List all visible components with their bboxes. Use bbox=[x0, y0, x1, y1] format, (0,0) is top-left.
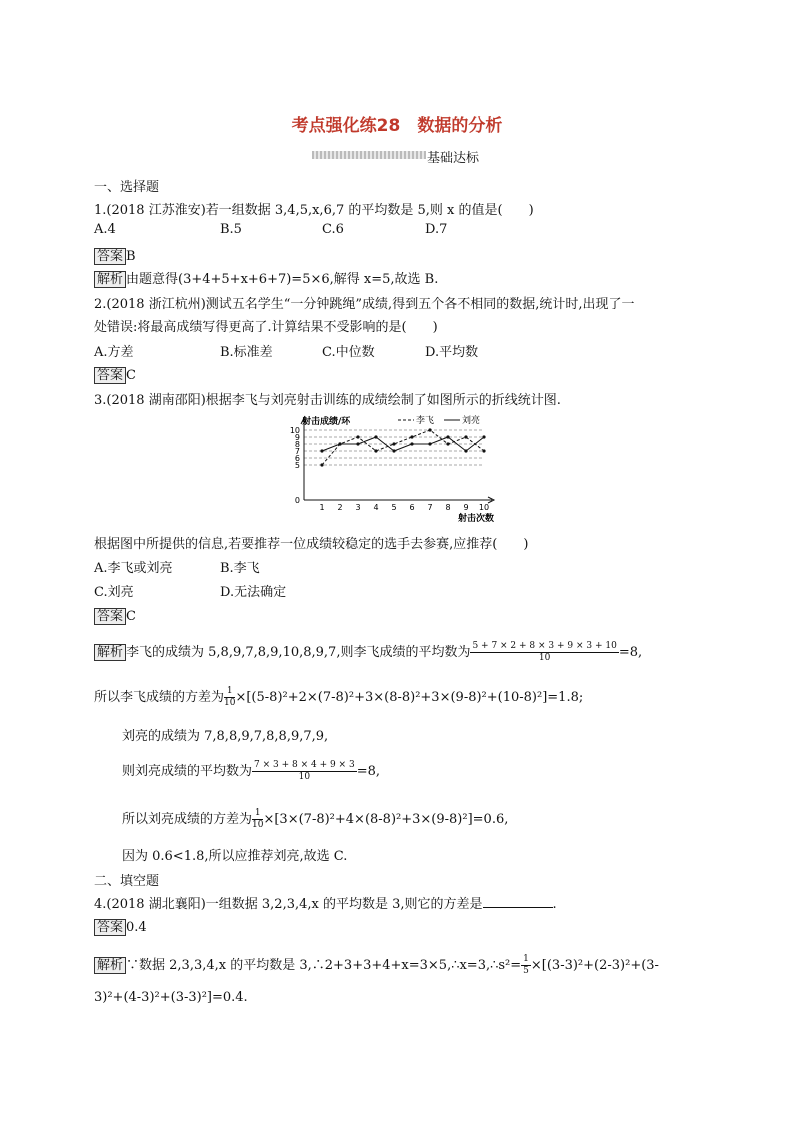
y-tick-label: 10 bbox=[289, 426, 300, 435]
subtitle-bar bbox=[312, 151, 426, 159]
explanation-text: 所以李飞成绩的方差为 bbox=[94, 690, 225, 705]
q1-option-a: A.4 bbox=[94, 222, 116, 237]
x-tick-label: 3 bbox=[355, 503, 361, 512]
data-point-李飞 bbox=[446, 442, 449, 445]
answer-blank bbox=[483, 895, 553, 908]
q2-option-d: D.平均数 bbox=[425, 345, 479, 360]
q3-option-c: C.刘亮 bbox=[94, 585, 134, 600]
q1-answer bbox=[94, 245, 136, 264]
fraction-denominator: 10 bbox=[538, 653, 551, 663]
data-point-刘亮 bbox=[428, 442, 431, 445]
x-tick-label: 7 bbox=[427, 503, 433, 512]
q3-question: 根据图中所提供的信息,若要推荐一位成绩较稳定的选手去参赛,应推荐( ) bbox=[94, 537, 529, 552]
y-tick-label: 6 bbox=[294, 454, 300, 463]
q3-explanation-line3: 刘亮的成绩为 7,8,8,9,7,8,8,9,7,9, bbox=[122, 729, 329, 744]
q4-answer bbox=[94, 916, 147, 935]
data-point-刘亮 bbox=[446, 435, 449, 438]
data-point-刘亮 bbox=[374, 435, 377, 438]
fraction-denominator: 5 bbox=[523, 966, 529, 976]
q2-stem-line2: 处错误:将最高成绩写得更高了.计算结果不受影响的是( ) bbox=[94, 320, 438, 335]
q1-option-d: D.7 bbox=[425, 222, 448, 237]
fraction-numerator: 1 bbox=[523, 954, 529, 964]
q3-option-a: A.李飞或刘亮 bbox=[94, 561, 173, 576]
q1-option-c: C.6 bbox=[322, 222, 344, 237]
answer-label: 答案 bbox=[94, 248, 126, 265]
y-tick-label: 0 bbox=[294, 496, 300, 505]
fraction-denominator: 10 bbox=[298, 772, 311, 782]
line-chart bbox=[282, 412, 502, 522]
answer-value: B bbox=[126, 249, 136, 264]
answer-label: 答案 bbox=[94, 367, 126, 384]
q1-stem: 1.(2018 江苏淮安)若一组数据 3,4,5,x,6,7 的平均数是 5,则 x 的值是( ) bbox=[94, 203, 534, 218]
data-point-李飞 bbox=[464, 435, 467, 438]
tenth-fraction bbox=[224, 686, 235, 709]
fraction-numerator: 1 bbox=[252, 808, 263, 820]
data-point-刘亮 bbox=[392, 449, 395, 452]
fraction-numerator: 5 + 7 × 2 + 8 × 3 + 9 × 3 + 10 bbox=[472, 641, 617, 651]
y-tick-label: 7 bbox=[294, 447, 300, 456]
data-point-刘亮 bbox=[482, 435, 485, 438]
x-tick-label: 8 bbox=[445, 503, 451, 512]
x-axis-label: 射击次数 bbox=[457, 514, 494, 522]
data-point-李飞 bbox=[410, 435, 413, 438]
explanation-label: 解析 bbox=[94, 957, 126, 974]
data-point-李飞 bbox=[356, 435, 359, 438]
explanation-text: ×[(5-8)²+2×(7-8)²+3×(8-8)²+3×(9-8)²+(10-8)²]=1.8; bbox=[235, 690, 584, 705]
explanation-text: ∵数据 2,3,3,4,x 的平均数是 3,∴2+3+3+4+x=3×5,∴x=3,∴s²= bbox=[126, 958, 522, 973]
data-point-刘亮 bbox=[320, 449, 323, 452]
data-point-李飞 bbox=[392, 442, 395, 445]
q3-option-b: B.李飞 bbox=[220, 561, 260, 576]
fraction-denominator: 10 bbox=[252, 820, 264, 830]
legend-label: 李飞 bbox=[416, 416, 435, 426]
x-tick-label: 1 bbox=[319, 503, 325, 512]
fraction-numerator: 1 bbox=[224, 686, 235, 698]
data-point-李飞 bbox=[320, 463, 323, 466]
q4-stem-end: . bbox=[552, 897, 557, 912]
mean-fraction bbox=[252, 760, 357, 783]
explanation-text: 所以刘亮成绩的方差为 bbox=[122, 812, 253, 827]
x-tick-label: 10 bbox=[478, 503, 490, 512]
explanation-label: 解析 bbox=[94, 644, 126, 661]
subtitle: 基础达标 bbox=[427, 151, 480, 166]
section-heading: 二、填空题 bbox=[94, 874, 160, 889]
legend-label: 刘亮 bbox=[462, 416, 481, 426]
y-tick-label: 9 bbox=[294, 433, 300, 442]
explanation-text: 则刘亮成绩的平均数为 bbox=[122, 764, 253, 779]
q3-explanation-line5 bbox=[122, 808, 508, 831]
explanation-text: ×[(3-3)²+(2-3)²+(3- bbox=[530, 958, 659, 973]
mean-fraction bbox=[470, 641, 618, 664]
x-tick-label: 2 bbox=[337, 503, 343, 512]
fraction-numerator: 7 × 3 + 8 × 4 + 9 × 3 bbox=[254, 760, 355, 770]
data-point-李飞 bbox=[482, 449, 485, 452]
answer-label: 答案 bbox=[94, 919, 126, 936]
answer-label: 答案 bbox=[94, 608, 126, 625]
q4-explanation-line1 bbox=[94, 954, 659, 977]
y-axis-label: 射击成绩/环 bbox=[302, 417, 351, 427]
fifth-fraction bbox=[521, 954, 531, 977]
x-tick-label: 9 bbox=[463, 503, 469, 512]
q2-option-a: A.方差 bbox=[94, 345, 134, 360]
answer-value: C bbox=[126, 609, 136, 624]
data-point-刘亮 bbox=[410, 442, 413, 445]
x-tick-label: 4 bbox=[373, 503, 379, 512]
q3-stem: 3.(2018 湖南邵阳)根据李飞与刘亮射击训练的成绩绘制了如图所示的折线统计图. bbox=[94, 393, 561, 408]
tenth-fraction bbox=[252, 808, 263, 831]
q3-answer bbox=[94, 605, 136, 624]
q4-explanation-line2: 3)²+(4-3)²+(3-3)²]=0.4. bbox=[94, 990, 248, 1005]
page-title: 考点强化练28 数据的分析 bbox=[291, 116, 503, 136]
q1-option-b: B.5 bbox=[220, 222, 242, 237]
data-point-李飞 bbox=[428, 428, 431, 431]
explanation-text: =8, bbox=[356, 764, 380, 779]
section-heading: 一、选择题 bbox=[94, 180, 160, 195]
data-point-刘亮 bbox=[338, 442, 341, 445]
q3-explanation-line2 bbox=[94, 686, 583, 709]
q3-explanation-line6: 因为 0.6<1.8,所以应推荐刘亮,故选 C. bbox=[122, 849, 348, 864]
q4-stem-text: 4.(2018 湖北襄阳)一组数据 3,2,3,4,x 的平均数是 3,则它的方差是 bbox=[94, 897, 483, 912]
q3-option-d: D.无法确定 bbox=[220, 585, 287, 600]
q2-option-b: B.标准差 bbox=[220, 345, 273, 360]
explanation-text: 由题意得(3+4+5+x+6+7)=5×6,解得 x=5,故选 B. bbox=[126, 272, 439, 287]
x-tick-label: 6 bbox=[409, 503, 415, 512]
q2-stem-line1: 2.(2018 浙江杭州)测试五名学生“一分钟跳绳”成绩,得到五个各不相同的数据,统计时,出现了一 bbox=[94, 297, 635, 312]
q3-explanation-line4 bbox=[122, 760, 380, 783]
explanation-label: 解析 bbox=[94, 271, 126, 288]
data-point-刘亮 bbox=[356, 442, 359, 445]
data-point-李飞 bbox=[374, 449, 377, 452]
y-tick-label: 5 bbox=[294, 461, 300, 470]
explanation-text: 李飞的成绩为 5,8,9,7,8,9,10,8,9,7,则李飞成绩的平均数为 bbox=[126, 645, 471, 660]
fraction-denominator: 10 bbox=[224, 698, 236, 708]
x-tick-label: 5 bbox=[391, 503, 397, 512]
y-tick-label: 8 bbox=[294, 440, 300, 449]
q1-explanation bbox=[94, 268, 438, 287]
q3-explanation-line1 bbox=[94, 641, 642, 664]
answer-value: 0.4 bbox=[126, 920, 147, 935]
q2-option-c: C.中位数 bbox=[322, 345, 375, 360]
explanation-text: =8, bbox=[618, 645, 643, 660]
q4-stem bbox=[94, 893, 557, 912]
q2-answer bbox=[94, 364, 136, 383]
data-point-刘亮 bbox=[464, 449, 467, 452]
answer-value: C bbox=[126, 368, 136, 383]
explanation-text: ×[3×(7-8)²+4×(8-8)²+3×(9-8)²]=0.6, bbox=[263, 812, 509, 827]
